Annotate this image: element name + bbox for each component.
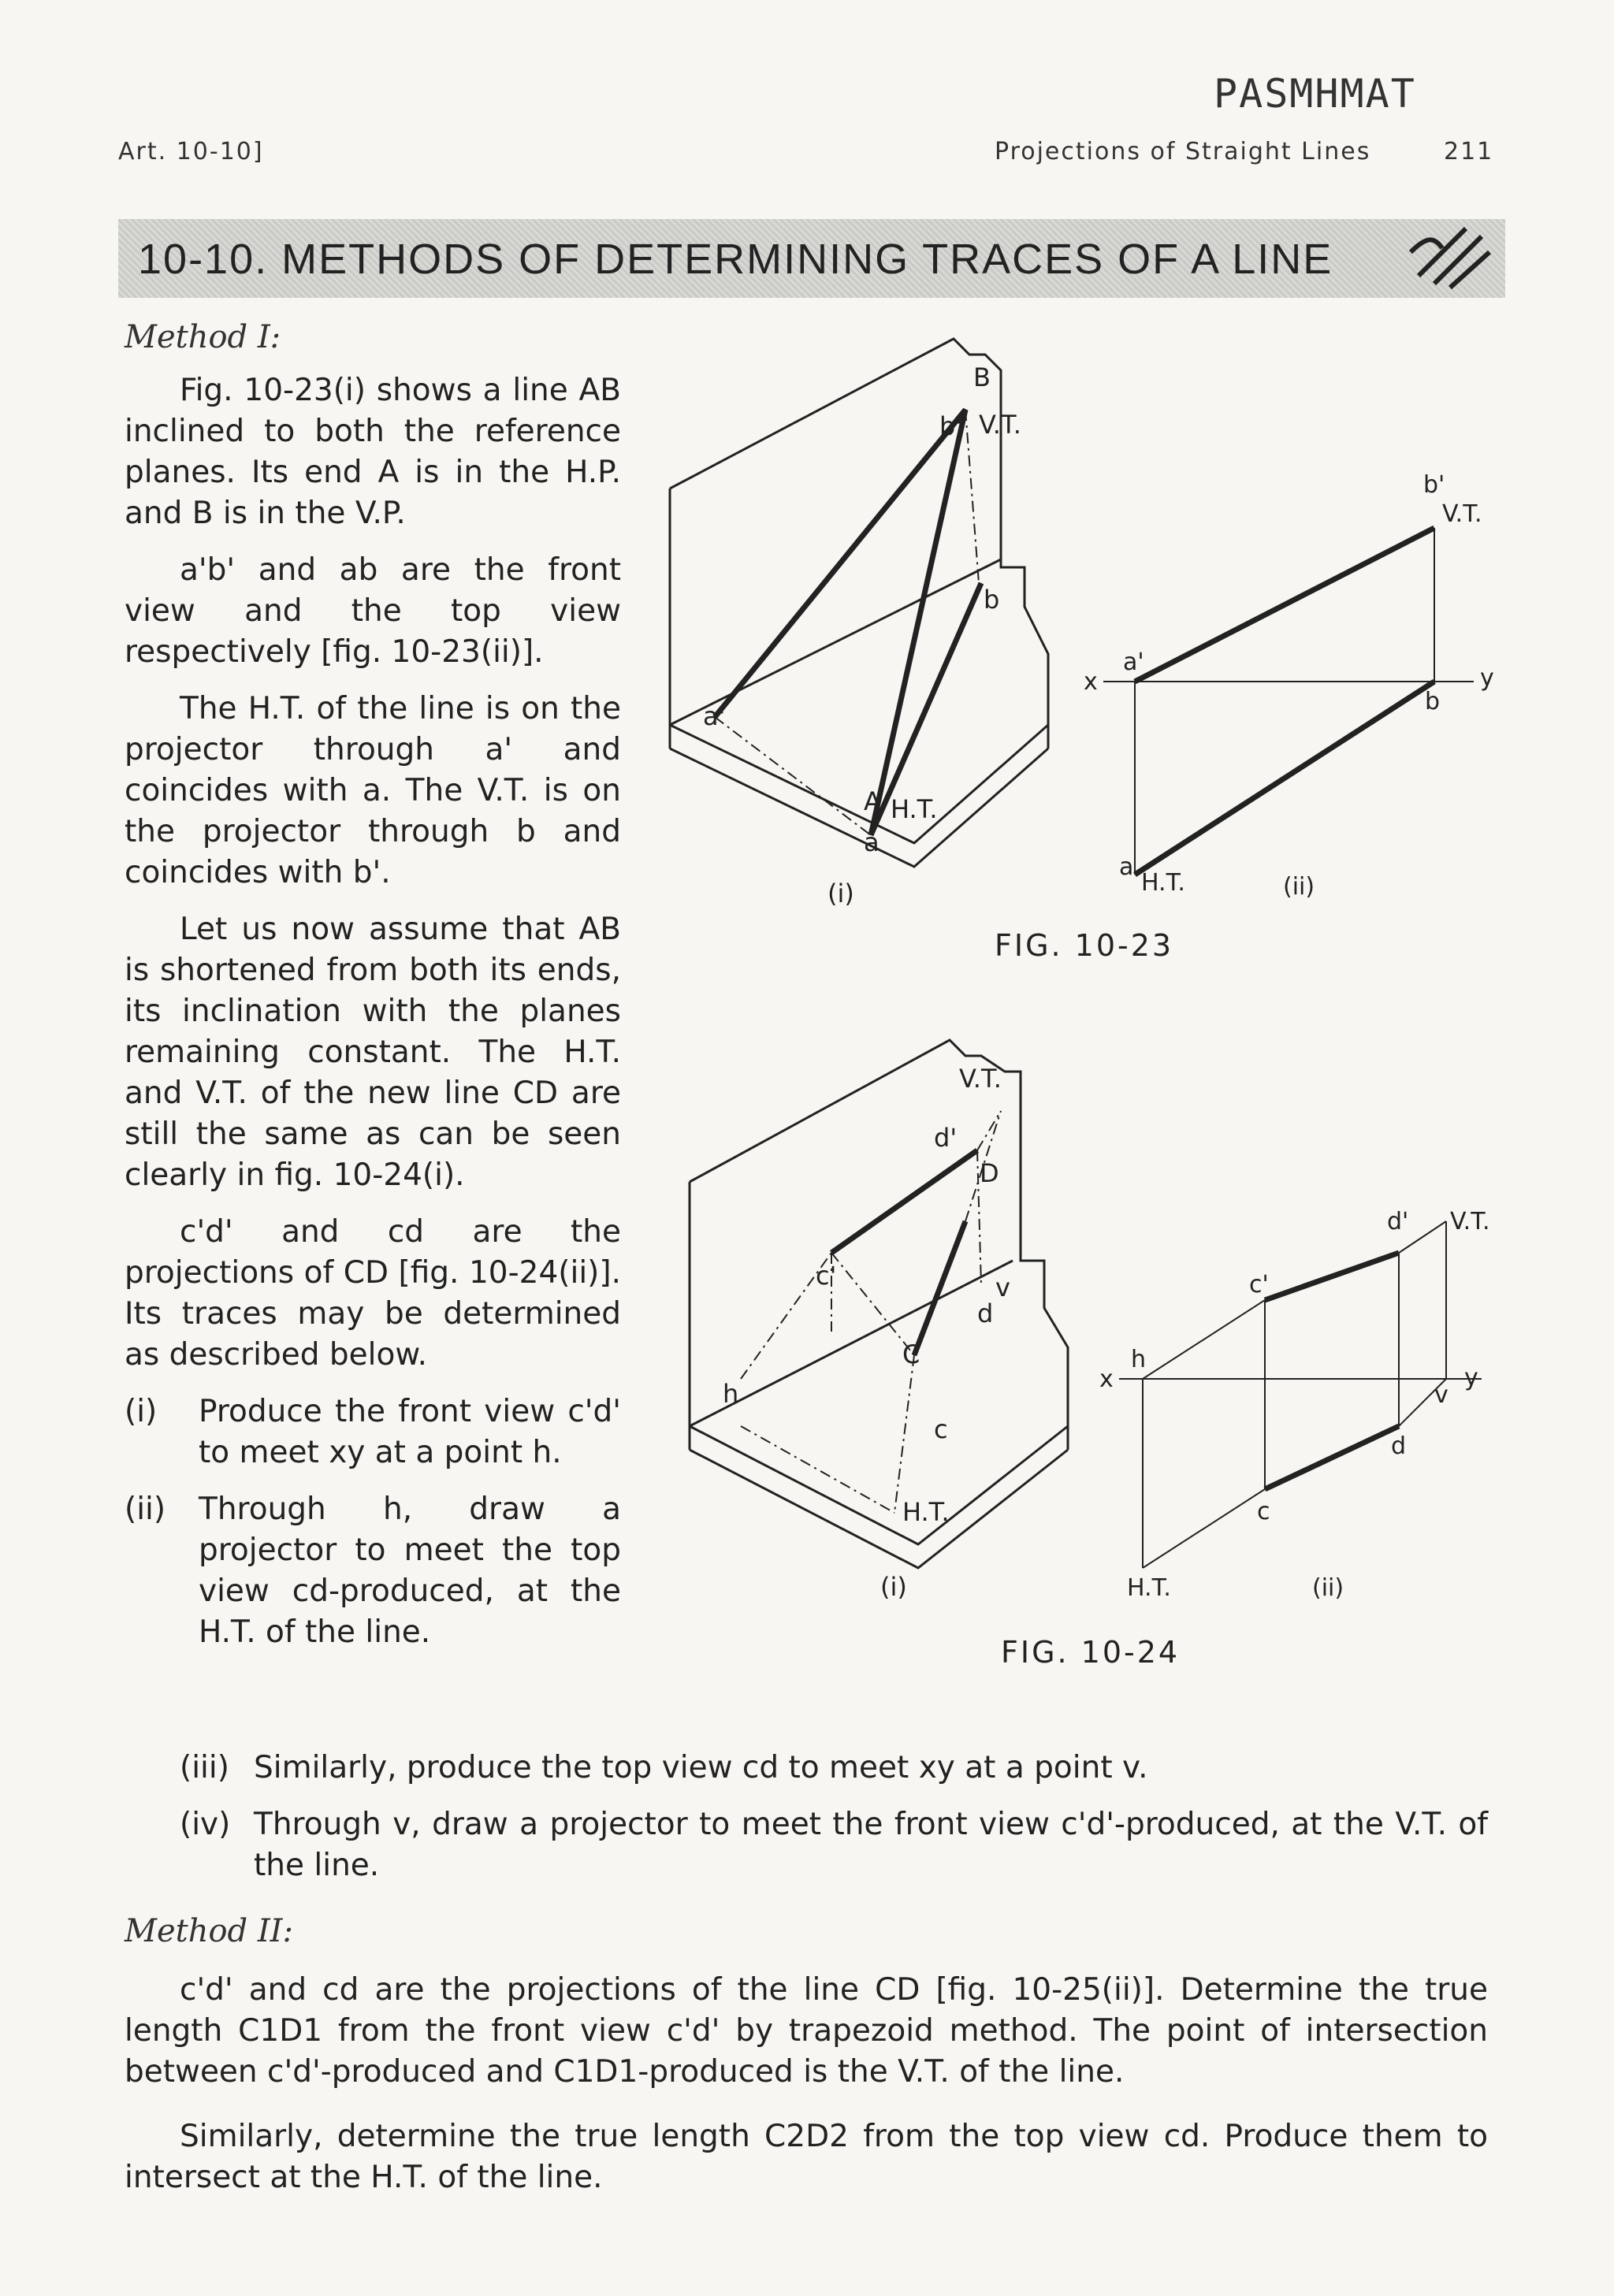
list-text: Through h, draw a projector to meet the top view cd-produced, at the H.T. of the line. — [199, 1492, 621, 1650]
list-item — [125, 1489, 621, 1653]
label-c-prime: c' — [816, 1261, 837, 1291]
label-d-prime: d' — [934, 1123, 958, 1153]
label-ht: H.T. — [1127, 1574, 1171, 1602]
subfigure-label: (i) — [880, 1572, 907, 1602]
label-B: B — [973, 362, 991, 392]
list-text: Produce the front view c'd' to meet xy at a point h. — [199, 1394, 621, 1470]
running-header-right: Projections of Straight Lines — [995, 138, 1371, 165]
label-D: D — [980, 1158, 999, 1188]
label-a-prime: a' — [1123, 648, 1144, 676]
label-b-prime: b' — [1423, 471, 1445, 499]
running-header-left: Art. 10-10] — [118, 138, 264, 165]
list-number: (iv) — [180, 1807, 231, 1842]
label-ht: H.T. — [1141, 869, 1185, 897]
fig-10-24-i — [674, 1024, 1084, 1623]
method-1-full-steps — [180, 1748, 1488, 1886]
label-b-prime: b' — [939, 411, 963, 441]
method-1-text-column — [125, 370, 621, 1653]
label-c-prime: c' — [1249, 1271, 1269, 1298]
label-h: h — [723, 1379, 739, 1409]
label-c: c — [1257, 1498, 1270, 1525]
label-v: v — [995, 1272, 1010, 1302]
list-text: Similarly, produce the top view cd to meet xy at a point v. — [254, 1750, 1148, 1785]
label-A: A — [864, 786, 881, 816]
label-d-prime: d' — [1387, 1208, 1409, 1235]
label-a-prime: a' — [703, 701, 726, 731]
list-item — [180, 1804, 1488, 1886]
fig-10-23-i — [654, 323, 1080, 922]
label-C: C — [902, 1339, 920, 1369]
label-x: x — [1099, 1365, 1114, 1393]
paragraph: a'b' and ab are the front view and the top view respectively [fig. 10-23(ii)]. — [125, 552, 621, 670]
label-c: c — [934, 1414, 948, 1444]
paragraph: c'd' and cd are the projections of CD [fig. 10-24(ii)]. Its traces may be determined as described below. — [125, 1214, 621, 1373]
label-a: a — [1119, 853, 1134, 881]
paragraph: The H.T. of the line is on the projector through a' and coincides with a. The V.T. is on the projector through b and coincides with b'. — [125, 691, 621, 890]
label-h: h — [1131, 1346, 1147, 1373]
label-vt: V.T. — [1442, 500, 1482, 528]
subfigure-label: (ii) — [1283, 873, 1315, 901]
label-ht: H.T. — [891, 794, 938, 824]
list-number: (i) — [125, 1394, 158, 1429]
figure-caption: FIG. 10-24 — [1001, 1635, 1181, 1670]
label-x: x — [1084, 668, 1098, 696]
label-vt: V.T. — [1450, 1208, 1490, 1235]
list-item — [180, 1748, 1488, 1789]
label-v: v — [1434, 1381, 1449, 1409]
subfigure-label: (ii) — [1312, 1574, 1344, 1602]
label-a: a — [864, 827, 880, 857]
paragraph: c'd' and cd are the projections of the line CD [fig. 10-25(ii)]. Determine the true length C1D1 from the front view c'd' by trapezoid method. The point of intersection between c'd'-produced and C1D1-produced is the V.T. of the line. — [125, 1972, 1488, 2090]
method-2-heading: Method II: — [125, 1913, 293, 1949]
page-number: 211 — [1444, 138, 1494, 165]
paragraph: Let us now assume that AB is shortened from both its ends, its inclination with the planes remaining constant. The H.T. and V.T. of the new line CD are still the same as can be seen clearly in fig. 10-24(i). — [125, 912, 621, 1193]
list-number: (iii) — [180, 1750, 229, 1785]
section-title: 10-10. METHODS OF DETERMINING TRACES OF A LINE — [138, 236, 1333, 283]
label-d: d — [977, 1298, 994, 1328]
subfigure-label: (i) — [827, 879, 854, 908]
label-y: y — [1480, 664, 1494, 692]
paragraph: Fig. 10-23(i) shows a line AB inclined to both the reference planes. Its end A is in the H.P. and B is in the V.P. — [125, 373, 621, 531]
label-b: b — [1425, 688, 1441, 715]
label-vt: V.T. — [959, 1064, 1002, 1094]
paragraph: Similarly, determine the true length C2D2 from the top view cd. Produce them to intersect at the H.T. of the line. — [125, 2119, 1488, 2195]
figure-caption: FIG. 10-23 — [995, 928, 1174, 963]
label-b: b — [984, 585, 1000, 615]
label-vt: V.T. — [979, 410, 1021, 440]
list-text: Through v, draw a projector to meet the front view c'd'-produced, at the V.T. of the line. — [254, 1807, 1488, 1883]
fig-10-23-ii — [1072, 465, 1513, 906]
list-item — [125, 1391, 621, 1473]
label-y: y — [1464, 1364, 1478, 1391]
method-2-text — [125, 1970, 1488, 2198]
label-d: d — [1391, 1432, 1407, 1460]
fig-10-24-ii — [1088, 1182, 1513, 1607]
pencil-scribble-icon — [1403, 221, 1497, 299]
method-1-heading: Method I: — [125, 319, 281, 355]
list-number: (ii) — [125, 1492, 166, 1527]
label-ht: H.T. — [902, 1497, 950, 1527]
handwritten-note: PASMHMAT — [1214, 71, 1416, 117]
